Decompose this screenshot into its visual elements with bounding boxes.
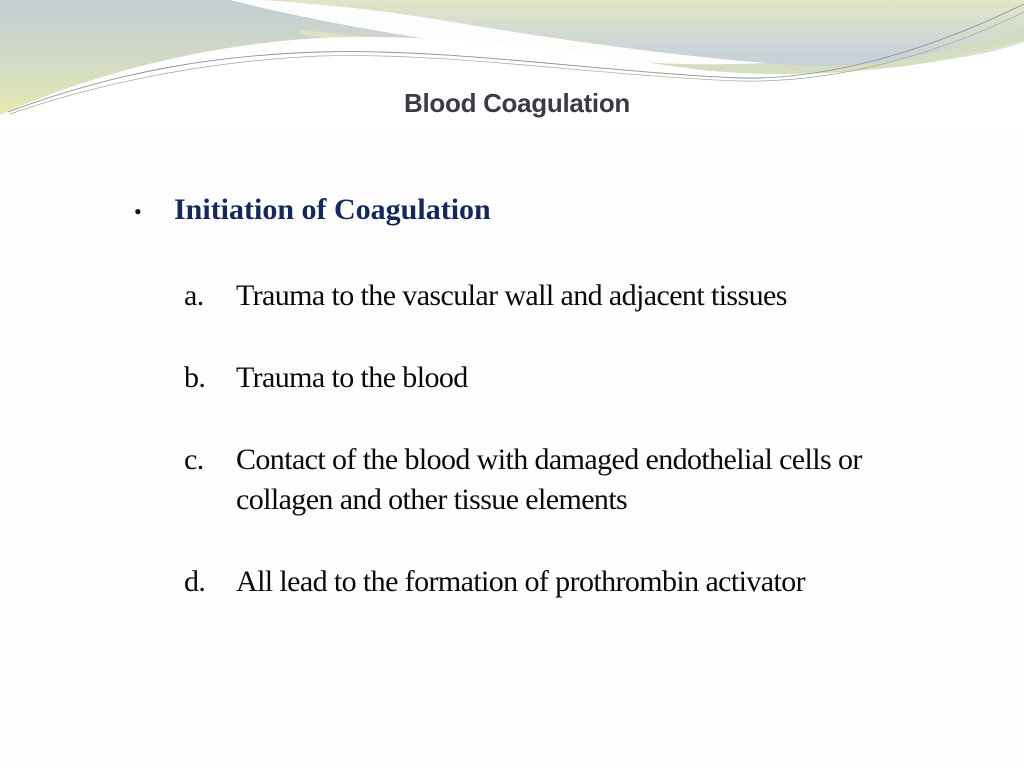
section-heading: Initiation of Coagulation: [174, 193, 491, 226]
bullet-dot-icon: •: [134, 199, 142, 224]
list-letter: d.: [184, 565, 206, 598]
list-item-d: [184, 562, 996, 602]
list-letter: b.: [184, 361, 206, 394]
list-item-b: [184, 358, 996, 398]
list-item-c: [184, 440, 936, 520]
list-text: All lead to the formation of prothrombin activator: [236, 565, 806, 598]
bullet-heading-row: [130, 193, 491, 227]
slide-title: Blood Coagulation: [404, 88, 630, 118]
list-letter: a.: [184, 279, 204, 312]
list-text: Trauma to the vascular wall and adjacent tissues: [236, 279, 787, 312]
list-text: Contact of the blood with damaged endothelial cells or collagen and other tissue elements: [236, 443, 862, 516]
list-item-a: [184, 276, 996, 316]
list-letter: c.: [184, 443, 204, 476]
list-text: Trauma to the blood: [236, 361, 468, 394]
